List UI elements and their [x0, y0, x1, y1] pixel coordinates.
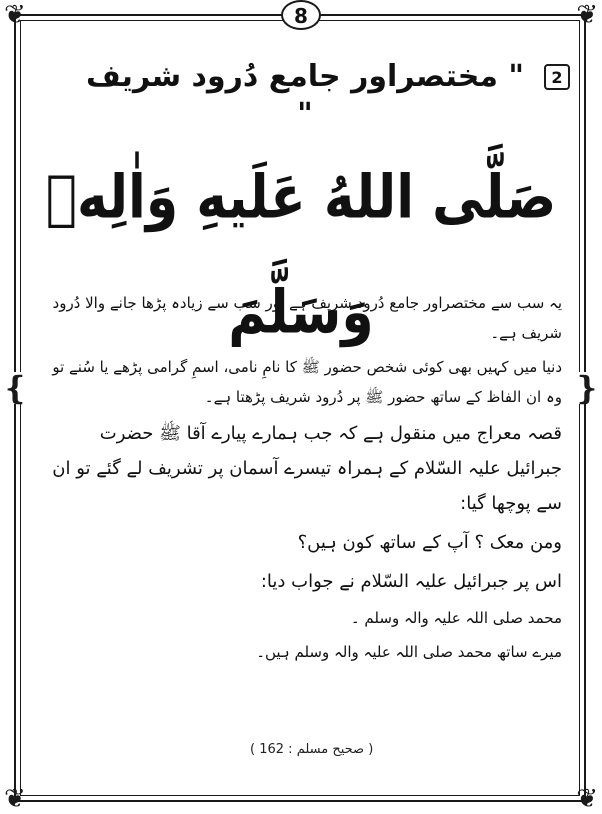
corner-ornament-top-left-icon: ❦ — [4, 0, 26, 30]
section-title: " مختصراور جامع دُرود شریف " — [85, 59, 525, 132]
corner-ornament-bottom-left-icon: ❦ — [4, 784, 26, 814]
paragraph-3: قصہ معراج میں منقول ہے کہ جب ہمارے پیارے آقا ﷺ حضرت جبرائیل علیہ السّلام کے ہمراہ تیسرے آسمان پر تشریف لے گئے تو ان سے پوچھا گیا: — [52, 423, 562, 514]
side-ornament-left-icon: ❴ — [2, 369, 29, 407]
paragraph-5: اس پر جبرائیل علیہ السّلام نے جواب دیا: — [260, 571, 562, 592]
corner-ornament-top-right-icon: ❦ — [576, 0, 598, 30]
corner-ornament-bottom-right-icon: ❦ — [576, 784, 598, 814]
paragraph-1: یہ سب سے مختصراور جامع دُرود شریف ہے اور سب سے زیادہ پڑھا جانے والا دُرود شریف ہے۔ — [52, 294, 562, 342]
paragraph-2: دنیا میں کہیں بھی کوئی شخص حضور ﷺ کا نامِ نامی، اسمِ گرامی پڑھے یا سُنے تو وہ ان الفاظ کے ساتھ حضور ﷺ پر دُرود شریف پڑھتا ہے۔ — [52, 358, 562, 406]
paragraph-4: ومن معک ؟ آپ کے ساتھ کون ہیں؟ — [297, 532, 562, 553]
side-ornament-right-icon: ❵ — [573, 369, 600, 407]
hadith-reference: ( صحیح مسلم : 162 ) — [250, 742, 374, 757]
body-text — [40, 288, 562, 671]
durood-calligraphy: صَلَّى اللهُ عَلَيهِ وَاٰلِهٖ وَسَلَّمَ — [45, 163, 557, 348]
section-heading — [80, 58, 570, 138]
paragraph-6: محمد صلی اللہ علیہ والہ وسلم ۔ — [350, 609, 562, 627]
page-number: 8 — [281, 0, 321, 30]
section-number-badge: 2 — [544, 64, 570, 90]
paragraph-7: میرے ساتھ محمد صلی اللہ علیہ والہ وسلم ہیں۔ — [256, 643, 562, 661]
